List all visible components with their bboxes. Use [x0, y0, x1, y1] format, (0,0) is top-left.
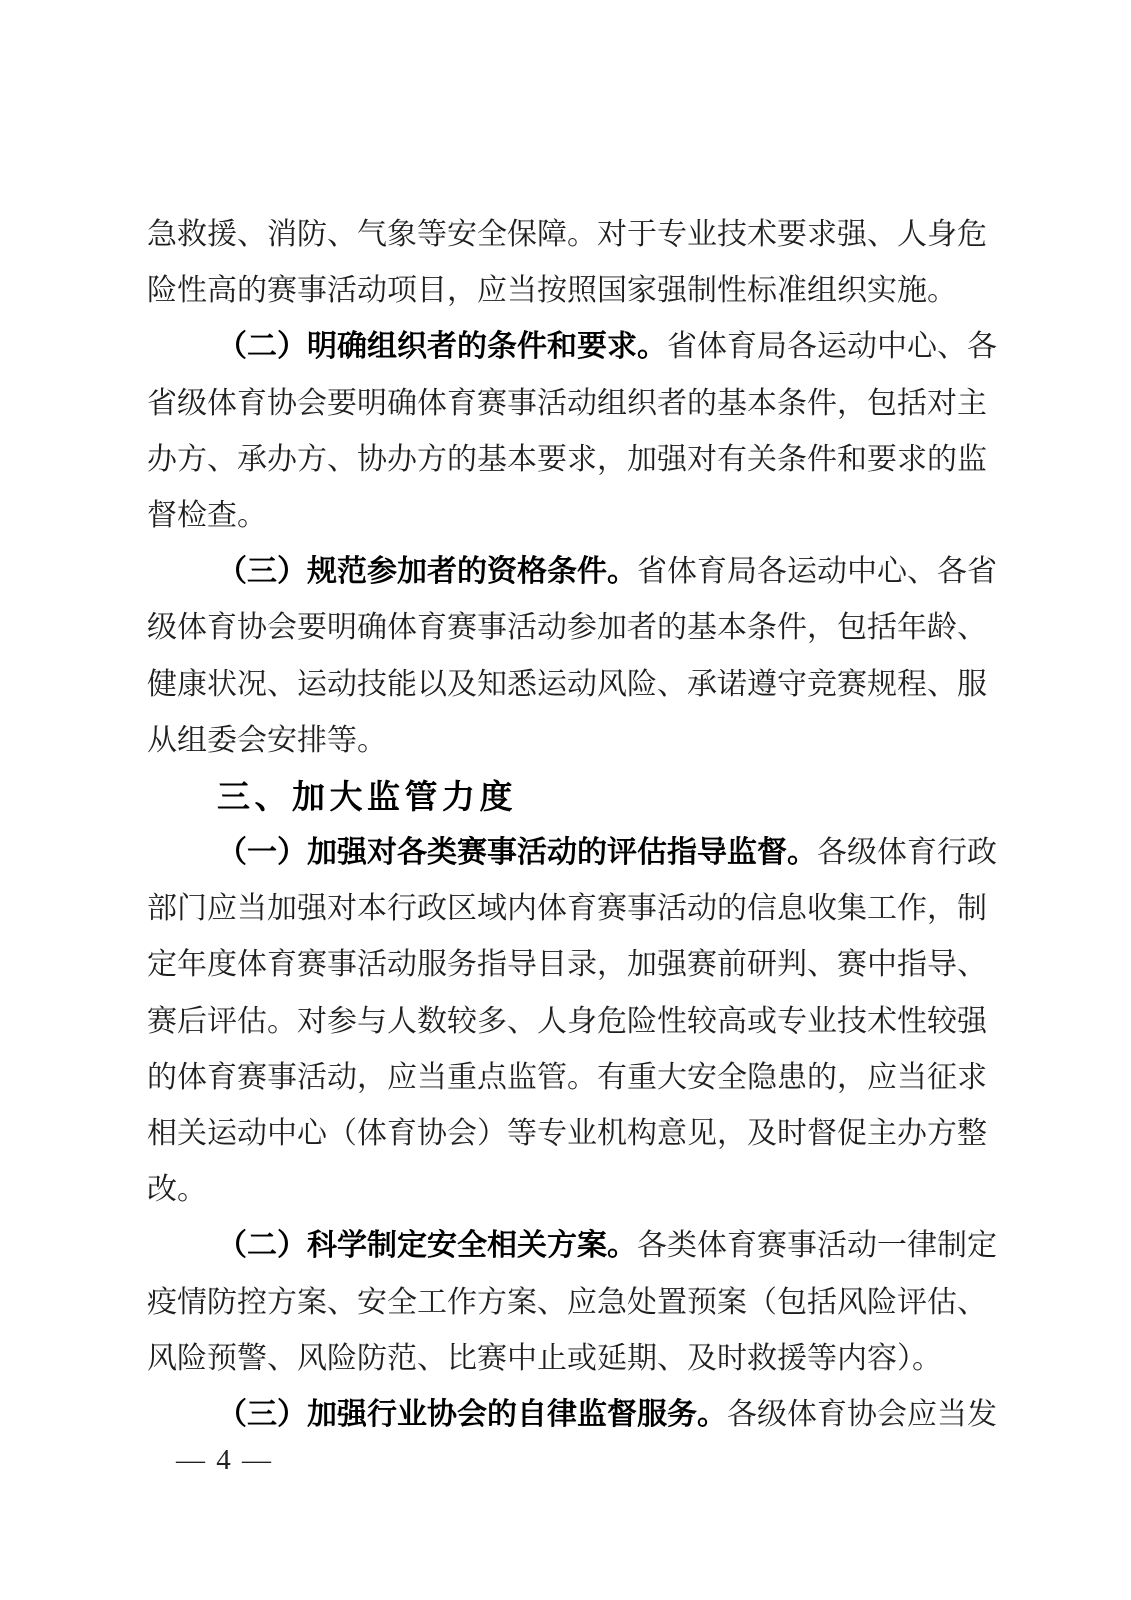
document-line [147, 713, 992, 769]
text-run: 急救援、消防、气象等安全保障。对于专业技术要求强、人身危 [147, 218, 987, 251]
emphasis-text-run: （二）科学制定安全相关方案。 [217, 1229, 637, 1263]
text-run: 定年度体育赛事活动服务指导目录，加强赛前研判、赛中指导、 [147, 948, 987, 982]
text-run: 的体育赛事活动，应当重点监管。有重大安全隐患的，应当征求 [147, 1060, 987, 1094]
document-line [147, 600, 992, 656]
text-run: 省体育局各运动中心、各省 [637, 555, 997, 589]
document-line [147, 376, 992, 432]
text-run: 办方、承办方、协办方的基本要求，加强对有关条件和要求的监 [147, 442, 987, 476]
text-run: 督检查。 [147, 498, 267, 532]
emphasis-text-run: 三、加大监管力度 [217, 777, 517, 815]
text-run: 从组委会安排等。 [147, 723, 387, 757]
text-run: 改。 [147, 1173, 207, 1207]
text-run: 疫情防控方案、安全工作方案、应急处置预案（包括风险评估、 [147, 1285, 987, 1319]
document-line [147, 1050, 992, 1106]
document-line [147, 263, 992, 319]
section-heading [147, 769, 992, 825]
emphasis-text-run: （二）明确组织者的条件和要求。 [217, 330, 667, 364]
document-body [147, 207, 997, 1443]
text-run: 省体育局各运动中心、各 [667, 330, 997, 364]
document-line [147, 1162, 992, 1218]
emphasis-text-run: （三）加强行业协会的自律监督服务。 [217, 1397, 727, 1431]
document-line [147, 1218, 997, 1274]
text-run: 各类体育赛事活动一律制定 [637, 1229, 997, 1263]
document-line [147, 319, 997, 375]
document-line [147, 1275, 992, 1331]
page-number: — 4 — [176, 1444, 273, 1476]
document-line [147, 937, 992, 993]
text-run: 相关运动中心（体育协会）等专业机构意见，及时督促主办方整 [147, 1117, 987, 1150]
text-run: 级体育协会要明确体育赛事活动参加者的基本条件，包括年龄、 [147, 611, 987, 645]
document-line [147, 881, 992, 937]
text-run: 健康状况、运动技能以及知悉运动风险、承诺遵守竞赛规程、服 [147, 667, 987, 701]
text-run: 省级体育协会要明确体育赛事活动组织者的基本条件，包括对主 [147, 386, 987, 420]
text-run: 部门应当加强对本行政区域内体育赛事活动的信息收集工作，制 [147, 892, 987, 926]
document-line [147, 544, 997, 600]
document-line [147, 657, 992, 713]
text-run: 各级体育行政 [817, 836, 997, 870]
document-line [147, 1387, 997, 1443]
document-line [147, 994, 992, 1050]
document-line [147, 488, 992, 544]
document-line [147, 207, 992, 263]
text-run: 风险预警、风险防范、比赛中止或延期、及时救援等内容）。 [147, 1341, 942, 1375]
text-run: 险性高的赛事活动项目，应当按照国家强制性标准组织实施。 [147, 274, 957, 308]
document-line [147, 1106, 992, 1162]
emphasis-text-run: （一）加强对各类赛事活动的评估指导监督。 [217, 836, 817, 870]
document-line [147, 432, 992, 488]
document-line [147, 825, 997, 881]
text-run: 各级体育协会应当发 [727, 1397, 997, 1431]
document-line [147, 1331, 992, 1387]
text-run: 赛后评估。对参与人数较多、人身危险性较高或专业技术性较强 [147, 1004, 987, 1038]
emphasis-text-run: （三）规范参加者的资格条件。 [217, 555, 637, 589]
